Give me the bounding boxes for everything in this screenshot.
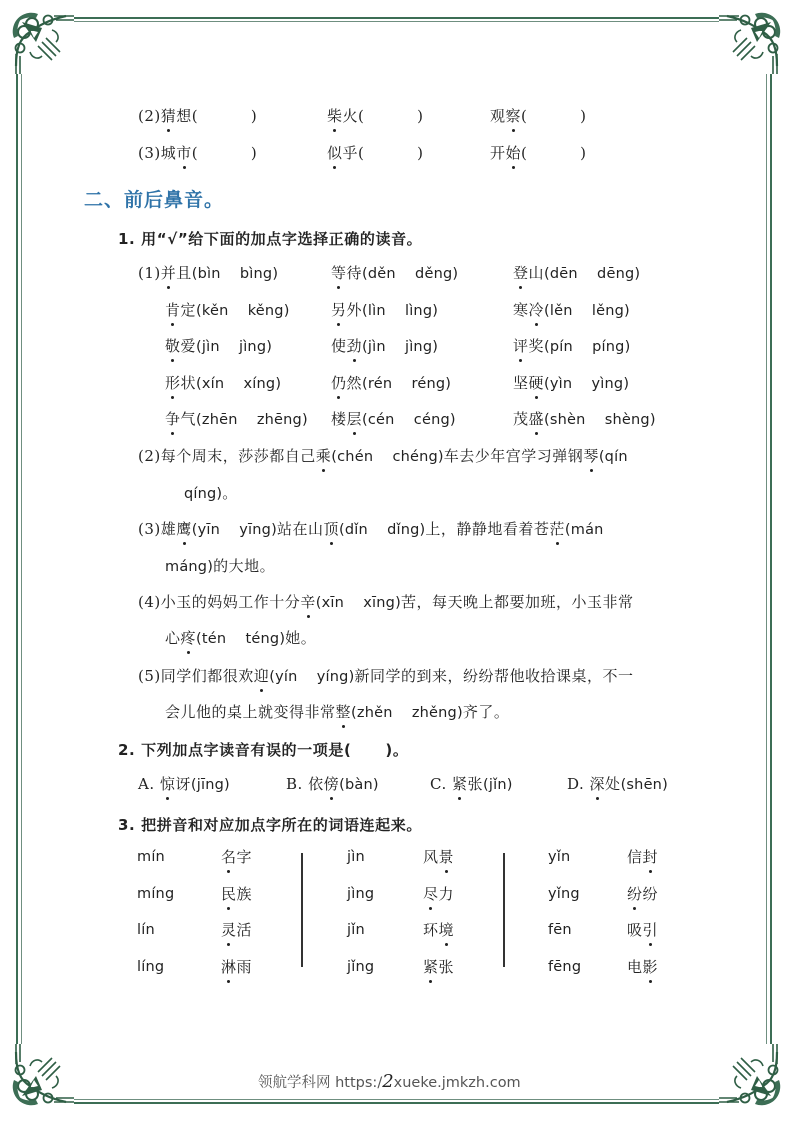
section-title: 二、前后鼻音。 [84,189,225,211]
option-pinyin: (jǐn) [483,777,513,793]
target-word [221,848,252,866]
sentence-line [138,666,633,687]
dotted-character: 劲 [346,337,363,355]
dotted-character: 争 [165,410,181,428]
dotted-character: 名 [221,848,237,866]
character: 火 [342,107,359,125]
dotted-character: 疼 [180,629,197,647]
dotted-character: 始 [505,144,522,162]
pinyin-options[interactable]: máng) [165,559,214,575]
character: 活 [236,921,253,939]
character: 爱 [180,337,197,355]
item-label: (2) [138,447,161,465]
item-label: (3) [138,144,161,162]
dotted-character: 紧 [451,775,468,793]
fill-in-item [490,143,586,163]
option-letter: C. [430,775,452,793]
pinyin-option[interactable]: fēn [548,922,572,938]
target-word [423,848,454,866]
target-word [513,337,544,355]
choice-option[interactable] [430,774,513,795]
target-word [165,410,196,428]
pinyin-option[interactable]: jìng [347,885,375,902]
sentence-line [138,519,604,540]
dotted-character: 评 [513,337,529,355]
corner-ornament-icon [719,8,785,74]
corner-ornament-icon [8,8,74,74]
pinyin-option[interactable]: yǐn [548,849,571,865]
dotted-character: 市 [176,144,192,162]
character: 定 [180,300,197,319]
pinyin-choice-item [331,373,451,394]
dotted-character: 灵 [221,921,237,939]
fill-in-item [490,106,586,126]
dotted-character: 民 [221,884,237,903]
dotted-character: 盛 [528,410,545,428]
choice-option[interactable] [286,774,379,795]
character: 讶 [175,775,191,793]
dotted-character: 迎 [253,667,270,685]
character: 族 [236,884,253,903]
answer-blank[interactable]: ( ) [521,107,587,125]
target-word [160,775,191,793]
character: 张 [467,775,484,793]
dotted-character: 影 [642,957,659,976]
dotted-character: 形 [165,373,181,392]
target-word [452,775,483,793]
target-word [423,958,454,976]
target-word [513,301,544,319]
target-word [627,958,658,976]
target-word [165,374,196,392]
pinyin-options[interactable]: (xín xíng) [196,375,282,392]
pinyin-options[interactable]: (jìn jìng) [362,339,439,355]
sentence-text: 她。 [285,629,317,647]
fill-in-item [327,143,423,163]
pinyin-choice-item [513,409,656,430]
sentence-line [184,483,238,504]
dotted-character: 肯 [165,300,181,319]
sentence-line [165,628,316,649]
column-divider [503,853,505,967]
pinyin-options[interactable]: (chén chéng) [331,449,444,465]
sentence-line [138,592,633,613]
sentence-line [165,556,275,577]
pinyin-options[interactable]: (rén réng) [362,375,452,392]
pinyin-options[interactable]: (xīn xīng) [315,595,401,611]
character: 纷 [642,884,659,903]
option-letter: B. [286,775,309,793]
dotted-character: 惊 [159,775,176,793]
pinyin-options[interactable]: (yín yíng) [269,669,355,685]
target-word [331,374,362,392]
target-word [331,410,362,428]
sentence-text: 上，静静地看着苍 [425,520,550,538]
target-word [331,264,362,282]
pinyin-options[interactable]: (dǐn dǐng) [338,522,426,538]
fill-in-item [327,106,423,126]
pinyin-choice-item [165,373,281,394]
sentence-text: 站在山 [276,520,324,538]
pinyin-options[interactable]: (děn děng) [362,266,459,282]
choice-option[interactable] [138,774,230,795]
word-option[interactable] [423,847,454,867]
dotted-character: 并 [160,264,177,282]
target-word [423,885,454,903]
word-option[interactable] [221,847,252,867]
dotted-character: 景 [438,848,455,866]
pinyin-options[interactable]: (zhēn zhēng) [196,412,308,428]
sentence-text: 的大地。 [213,557,276,575]
column-divider [301,853,303,967]
target-word [327,107,358,125]
answer-blank[interactable]: ( ) [521,144,587,162]
target-word [590,775,621,793]
character: 寒 [513,300,529,319]
choice-option[interactable] [567,774,668,795]
character: 张 [438,957,455,976]
option-letter: D. [567,775,590,793]
character: 山 [528,264,545,282]
dotted-character: 察 [505,107,522,125]
corner-ornament-icon [8,1044,74,1110]
target-word [327,144,358,162]
dotted-character: 封 [642,848,659,866]
dotted-character: 敬 [165,337,181,355]
word-option[interactable] [423,920,454,940]
dotted-character: 琴 [583,447,599,465]
option-pinyin: (bàn) [339,777,379,793]
sentence-line [165,702,509,723]
character: 雨 [236,957,253,976]
character: 状 [180,373,197,392]
pinyin-choice-item [331,336,438,357]
dotted-character: 尽 [423,884,439,903]
character: 气 [180,410,197,428]
pinyin-option[interactable]: mín [137,849,165,865]
target-word [221,885,252,903]
corner-ornament-icon [719,1044,785,1110]
dotted-character: 境 [438,921,455,939]
item-label: (5) [138,667,161,685]
target-word [165,301,196,319]
dotted-character: 另 [331,300,347,319]
pinyin-options[interactable]: (kěn kěng) [196,302,290,319]
dotted-character: 整 [335,703,352,721]
character: 待 [346,264,363,282]
target-word [161,144,192,162]
target-word [490,107,521,125]
dotted-character: 顶 [323,520,339,538]
pinyin-options[interactable]: (qín [598,449,628,465]
pinyin-options[interactable]: (pín píng) [544,339,631,355]
pinyin-options[interactable]: (bìn bìng) [191,266,279,282]
pinyin-options[interactable]: (lìn lìng) [362,302,439,319]
pinyin-options[interactable]: (yīn yīng) [191,522,277,538]
target-word [423,921,454,939]
target-word [627,885,658,903]
page-number: 2 [382,1071,394,1092]
pinyin-options[interactable]: (zhěn zhěng) [351,705,463,721]
pinyin-option[interactable]: jìn [347,849,365,865]
sentence-text: 车去少年宫学习弹钢 [443,447,584,465]
question-1-title: 1. 用“√”给下面的加点字选择正确的读音。 [118,230,423,248]
pinyin-option[interactable]: líng [137,958,165,975]
sentence-text: 雄 [160,520,177,538]
pinyin-choice-item [331,409,456,430]
item-label: (4) [138,593,161,611]
dotted-character: 冷 [528,300,545,319]
target-word [513,410,544,428]
pinyin-options[interactable]: (tén téng) [196,631,286,647]
pinyin-options[interactable]: (mán [564,522,604,538]
word-option[interactable] [423,884,454,904]
word-option[interactable] [221,957,252,977]
answer-blank[interactable]: ( ) [191,144,258,162]
pinyin-choice-item [165,336,272,357]
answer-blank[interactable]: ( ) [191,107,258,125]
answer-blank[interactable]: ( ) [358,107,424,125]
question-3-title: 3. 把拼音和对应加点字所在的词语连起来。 [118,816,422,834]
sentence-line [138,446,628,467]
word-option[interactable] [221,884,252,904]
pinyin-option[interactable]: yǐng [548,885,580,902]
sentence-text: 同学们都很欢 [160,667,254,685]
target-word [513,374,544,392]
pinyin-option[interactable]: jǐn [347,922,365,938]
pinyin-choice-item [165,300,290,321]
dotted-character: 纷 [627,884,643,903]
pinyin-option[interactable]: lín [137,922,155,938]
target-word [490,144,521,162]
character: 观 [490,107,506,125]
character: 且 [176,264,192,282]
pinyin-options[interactable]: (shèn shèng) [544,412,656,428]
question-2-title: 2. 下列加点字读音有误的一项是( )。 [118,741,409,759]
dotted-character: 乘 [315,447,332,465]
item-label: (3) [138,520,161,538]
target-word [513,264,544,282]
character: 信 [627,848,643,866]
pinyin-choice-item [138,263,278,284]
pinyin-options[interactable]: (jìn jìng) [196,339,273,355]
character: 字 [236,848,253,866]
character: 乎 [342,144,359,162]
dotted-character: 猜 [160,107,177,125]
dotted-character: 淋 [221,957,237,976]
pinyin-options[interactable]: (cén céng) [362,412,456,428]
character: 想 [176,107,192,125]
pinyin-choice-item [331,263,458,284]
target-word [331,301,362,319]
dotted-character: 登 [513,264,529,282]
dotted-character: 似 [327,144,343,162]
character: 力 [438,884,455,903]
word-option[interactable] [627,847,658,867]
dotted-character: 茫 [549,520,565,538]
pinyin-choice-item [513,300,630,321]
pinyin-choice-item [513,336,630,357]
character: 开 [490,144,506,162]
target-word [161,107,192,125]
character: 使 [331,337,347,355]
option-pinyin: (shēn) [620,777,668,793]
character: 奖 [528,337,545,355]
pinyin-choice-item [165,409,308,430]
sentence-text: 齐了。 [462,703,510,721]
sentence-text: 每个周末，莎莎都自己 [160,447,316,465]
option-letter: A. [138,775,160,793]
dotted-character: 仍 [331,373,347,392]
pinyin-option[interactable]: jǐng [347,958,375,975]
dotted-character: 硬 [528,373,545,392]
fill-in-item [138,143,257,163]
dotted-character: 柴 [327,107,343,125]
target-word [308,775,339,793]
pinyin-option[interactable]: fēng [548,958,582,975]
dotted-character: 鹰 [176,520,192,538]
character: 外 [346,300,363,319]
word-option[interactable] [627,884,658,904]
answer-blank[interactable]: ( ) [358,144,424,162]
target-word [331,337,362,355]
pinyin-choice-item [331,300,438,321]
pinyin-option[interactable]: míng [137,885,175,902]
dotted-character: 傍 [323,775,340,793]
dotted-character: 等 [331,264,347,282]
character: 吸 [627,921,643,939]
pinyin-choice-item [513,373,629,394]
pinyin-options[interactable]: qíng) [184,486,223,502]
sentence-text: 小玉的妈妈工作十分 [160,593,301,611]
dotted-character: 引 [642,921,659,939]
dotted-character: 深 [589,775,606,793]
sentence-text: 。 [222,484,238,502]
word-option[interactable] [627,957,658,977]
sentence-text: 心 [165,629,181,647]
item-label: (1) [138,264,161,282]
character: 处 [605,775,621,793]
character: 楼 [331,410,347,428]
target-word [627,921,658,939]
sentence-text: 新同学的到来，纷纷帮他收拾课桌，不一 [354,667,634,685]
character: 坚 [513,373,529,392]
pinyin-options[interactable]: (dēn dēng) [544,266,641,282]
word-option[interactable] [423,957,454,977]
character: 环 [423,921,439,939]
character: 茂 [513,410,529,428]
character: 城 [160,144,177,162]
target-word [221,921,252,939]
target-word [165,337,196,355]
character: 然 [346,373,363,392]
dotted-character: 辛 [300,593,316,611]
target-word [161,264,192,282]
character: 电 [627,957,643,976]
item-label: (2) [138,107,161,125]
character: 依 [308,775,324,793]
fill-in-item [138,106,257,126]
dotted-character: 层 [346,410,363,428]
pinyin-choice-item [513,263,640,284]
dotted-character: 紧 [423,957,439,976]
target-word [627,848,658,866]
footer-watermark: 领航学科网 https:/2xueke.jmkzh.com [258,1071,521,1092]
word-option[interactable] [627,920,658,940]
character: 风 [423,848,439,866]
target-word [221,958,252,976]
word-option[interactable] [221,920,252,940]
pinyin-options[interactable]: (lěn lěng) [544,302,630,319]
sentence-text: 会儿他的桌上就变得非常 [165,703,336,721]
option-pinyin: (jīng) [190,777,230,793]
pinyin-options[interactable]: (yìn yìng) [544,375,630,392]
sentence-text: 苦，每天晚上都要加班，小玉非常 [400,593,634,611]
